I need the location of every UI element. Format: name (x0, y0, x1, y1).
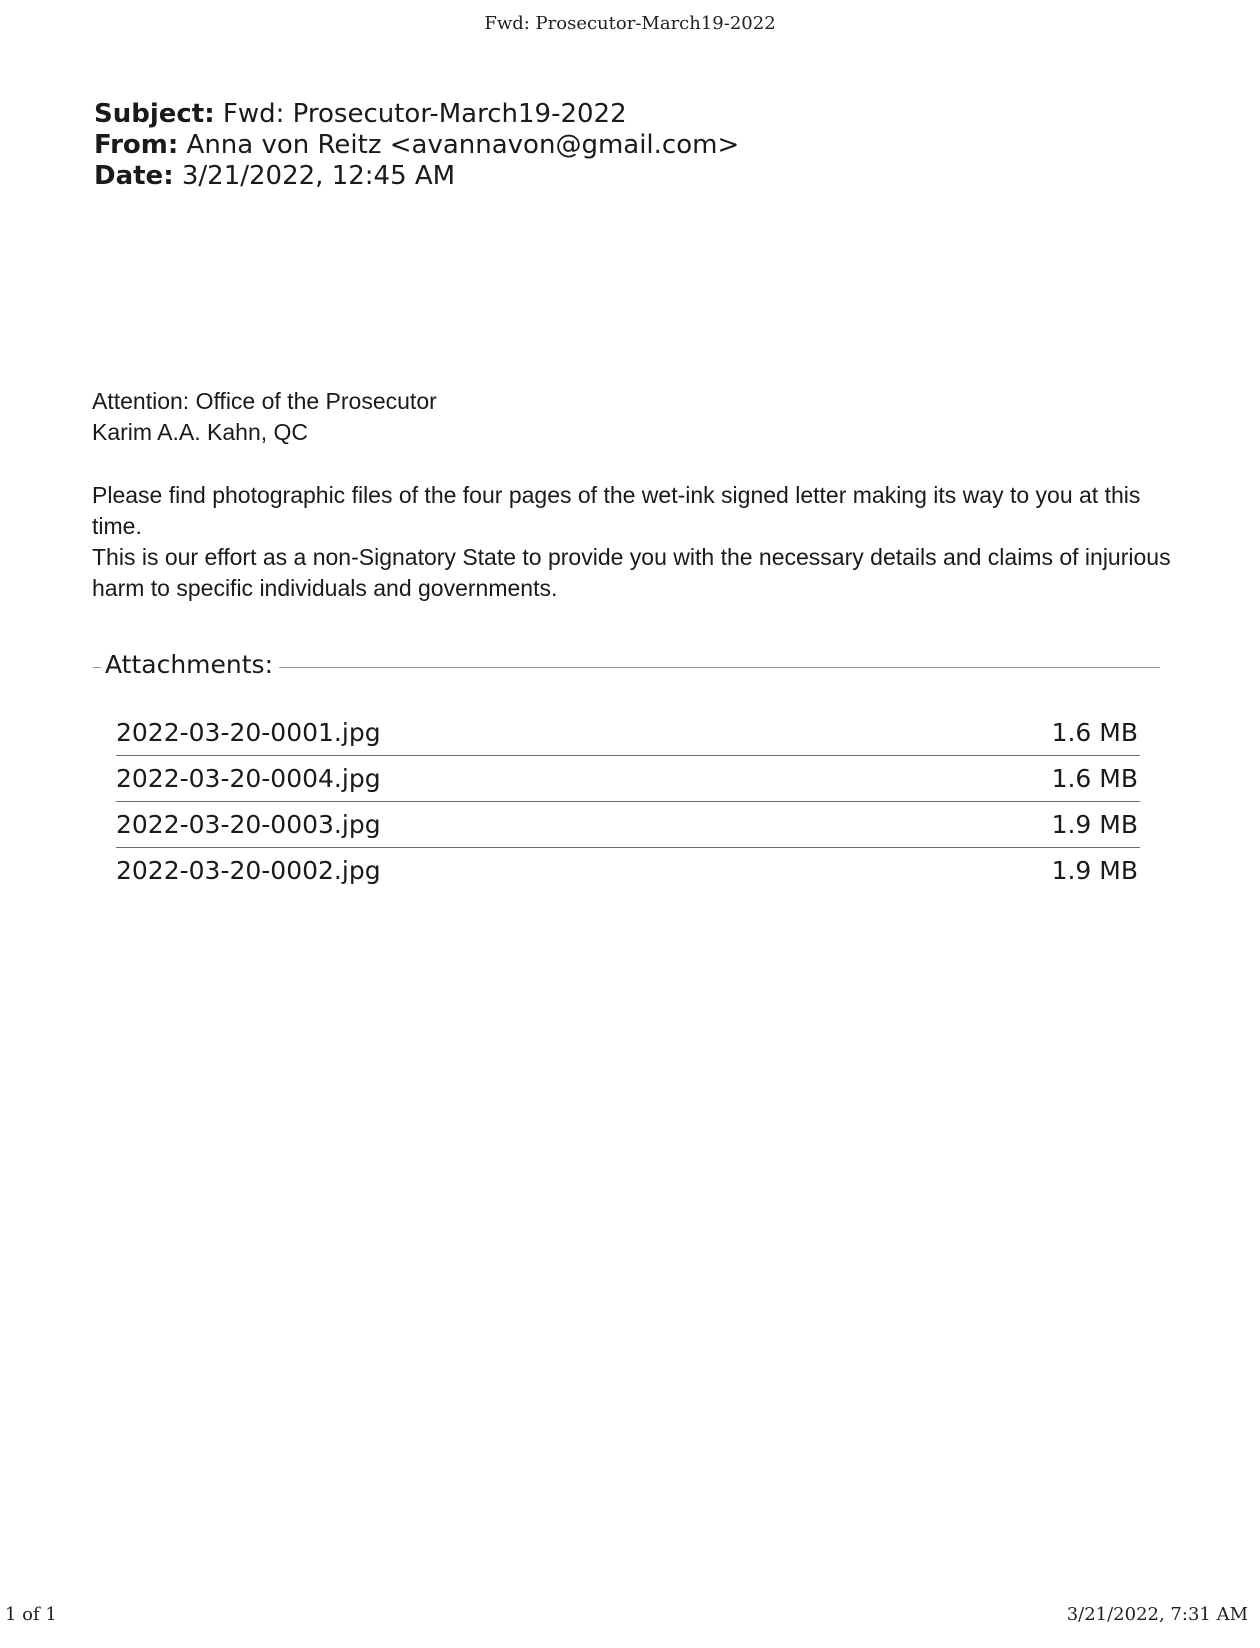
recipient-line: Karim A.A. Kahn, QC (92, 419, 309, 445)
date-value: 3/21/2022, 12:45 AM (181, 161, 456, 191)
page-number: 1 of 1 (5, 1604, 57, 1625)
attachments-legend: Attachments: (101, 650, 279, 679)
subject-label: Subject: (94, 99, 215, 129)
attachment-name[interactable]: 2022-03-20-0001.jpg (116, 718, 381, 747)
attachment-size: 1.6 MB (1051, 764, 1138, 793)
attachments-section (93, 650, 1160, 679)
attachment-size: 1.9 MB (1051, 856, 1138, 885)
from-label: From: (94, 130, 179, 160)
body-paragraph-2: This is our effort as a non-Signatory State to provide you with the necessary details and claims of injurious harm to specific individuals and governments. (92, 544, 1171, 601)
from-row (94, 130, 739, 161)
attachment-name[interactable]: 2022-03-20-0003.jpg (116, 810, 381, 839)
attachment-row[interactable] (116, 710, 1140, 756)
body-paragraph-1: Please find photographic files of the four pages of the wet-ink signed letter making its way to you at this time. (92, 482, 1141, 539)
attachment-name[interactable]: 2022-03-20-0004.jpg (116, 764, 381, 793)
date-label: Date: (94, 161, 174, 191)
date-row (94, 161, 739, 192)
attachment-size: 1.9 MB (1051, 810, 1138, 839)
print-timestamp: 3/21/2022, 7:31 AM (1066, 1604, 1248, 1625)
attachment-row[interactable] (116, 756, 1140, 802)
attachment-size: 1.6 MB (1051, 718, 1138, 747)
subject-value: Fwd: Prosecutor-March19-2022 (222, 99, 627, 129)
subject-row (94, 99, 739, 130)
attachments-list (116, 710, 1140, 893)
attention-line: Attention: Office of the Prosecutor (92, 388, 437, 414)
from-value: Anna von Reitz <avannavon@gmail.com> (186, 130, 740, 160)
email-headers (94, 99, 739, 192)
email-body (92, 386, 1172, 604)
attachment-row[interactable] (116, 848, 1140, 893)
attachment-name[interactable]: 2022-03-20-0002.jpg (116, 856, 381, 885)
print-header-title: Fwd: Prosecutor-March19-2022 (484, 13, 776, 34)
attachment-row[interactable] (116, 802, 1140, 848)
